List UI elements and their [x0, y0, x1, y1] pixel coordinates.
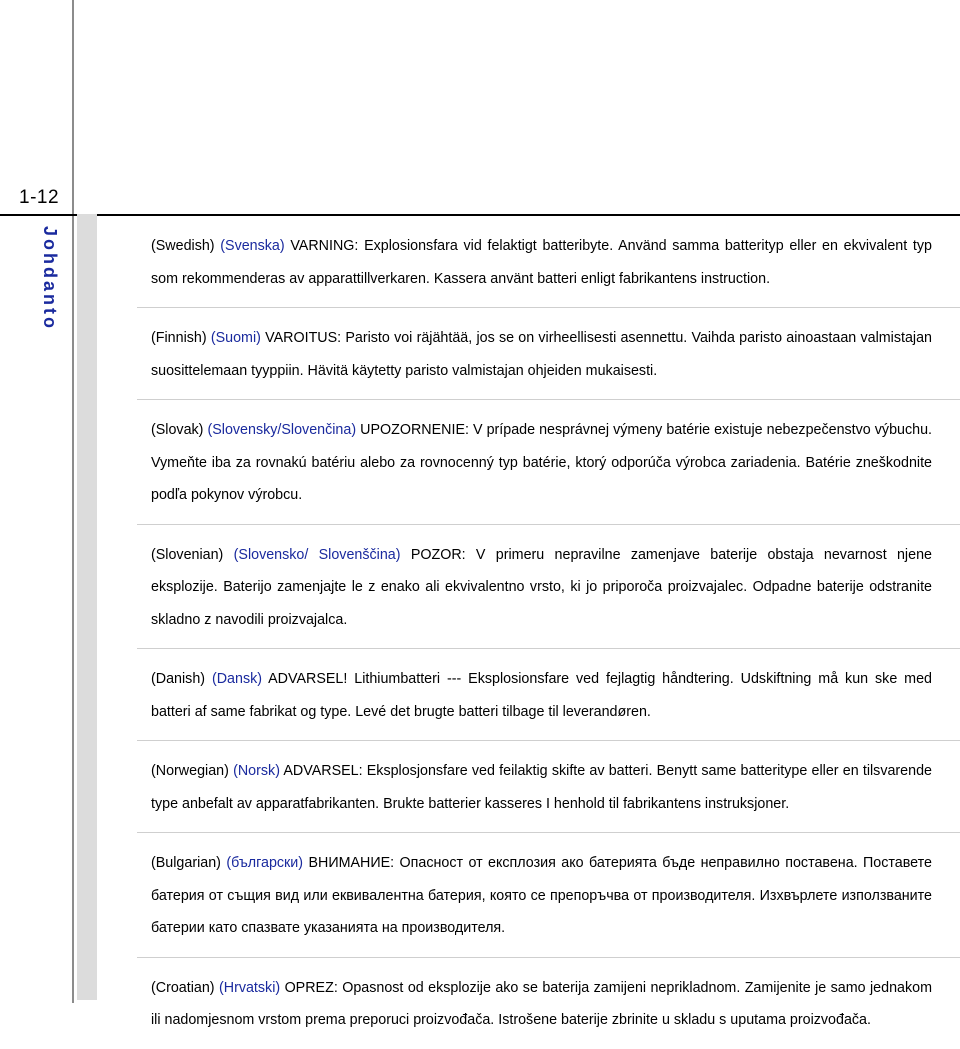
warning-paragraph-slovenian [137, 525, 960, 650]
native-language-name: (Norsk) [233, 763, 280, 779]
warning-text: OPREZ: Opasnost od eksplozije ako se baterija zamijeni neprikladnom. Zamijenite je samo jednakom ili nadomjesnom vrstom prema preporuci proizvođača. Istrošene baterije zbrinite u skladu s uputama proizvođača. [151, 979, 932, 1028]
warning-text: ВНИМАНИЕ: Опасност от експлозия ако батерията бъде неправилно поставена. Поставете батерия от същия вид или еквивалентна батерия, която се препоръчва от производителя. Изхвърлете използваните батерии като спазвате указанията на производителя. [151, 855, 932, 936]
warning-text: VARNING: Explosionsfara vid felaktigt batteribyte. Använd samma batterityp eller en ekvivalent typ som rekommenderas av apparattillverkaren. Kassera använt batteri enligt fabrikantens instruction. [151, 238, 932, 287]
warning-text: ADVARSEL: Eksplosjonsfare ved feilaktig skifte av batteri. Benytt same batteritype eller en tilsvarende type anbefalt av apparatfabrikanten. Brukte batterier kasseres I henhold til fabrikantens instruksjoner. [151, 763, 932, 812]
page-number: 1-12 [19, 187, 60, 208]
native-language-name: (Slovensko/ Slovenščina) [233, 546, 401, 563]
native-language-name: (Suomi) [210, 330, 261, 346]
language-name: (Finnish) [151, 330, 207, 346]
warning-paragraph-danish [137, 649, 960, 741]
left-margin-line [72, 0, 74, 1003]
warning-paragraph-slovak [137, 400, 960, 525]
warning-paragraph-norwegian [137, 741, 960, 833]
native-language-name: (Slovensky/Slovenčina) [207, 422, 357, 438]
chapter-label: Johdanto [40, 226, 60, 331]
language-name: (Swedish) [151, 238, 215, 254]
language-name: (Slovenian) [151, 546, 224, 563]
warning-text: POZOR: V primeru nepravilne zamenjave baterije obstaja nevarnost njene eksplozije. Baterijo zamenjajte le z enako ali ekvivalentno vrsto, ki jo priporoča proizvajalec. Odpadne baterije odstranite skladno z navodili proizvajalca. [151, 546, 932, 628]
warning-text: UPOZORNENIE: V prípade nesprávnej výmeny batérie existuje nebezpečenstvo výbuchu. Vymeňte iba za rovnakú batériu alebo za rovnocenný typ batérie, ktorý odporúča výrobca zariadenia. Batérie zneškodnite podľa pokynov výrobcu. [151, 422, 932, 503]
native-language-name: (български) [226, 855, 304, 871]
warning-paragraph-finnish [137, 308, 960, 400]
warning-text: ADVARSEL! Lithiumbatteri --- Eksplosionsfare ved fejlagtig håndtering. Udskiftning må kun ske med batteri af same fabrikat og type. Levé det brugte batteri tilbage til leverandøren. [151, 671, 932, 720]
warning-paragraph-swedish [137, 216, 960, 308]
warning-paragraph-croatian [137, 958, 960, 1049]
language-name: (Slovak) [151, 422, 204, 438]
language-name: (Croatian) [151, 979, 215, 996]
side-tab-bar [77, 214, 97, 1000]
native-language-name: (Hrvatski) [218, 979, 281, 996]
language-name: (Norwegian) [151, 763, 229, 779]
warning-text: VAROITUS: Paristo voi räjähtää, jos se on virheellisesti asennettu. Vaihda paristo ainoastaan valmistajan suosittelemaan tyyppiin. Hävitä käytetty paristo valmistajan ohjeiden mukaisesti. [151, 330, 932, 379]
language-name: (Bulgarian) [151, 855, 221, 871]
language-name: (Danish) [151, 671, 206, 687]
native-language-name: (Svenska) [220, 238, 285, 254]
warning-list [137, 216, 960, 1049]
warning-paragraph-bulgarian [137, 833, 960, 958]
native-language-name: (Dansk) [211, 671, 262, 687]
